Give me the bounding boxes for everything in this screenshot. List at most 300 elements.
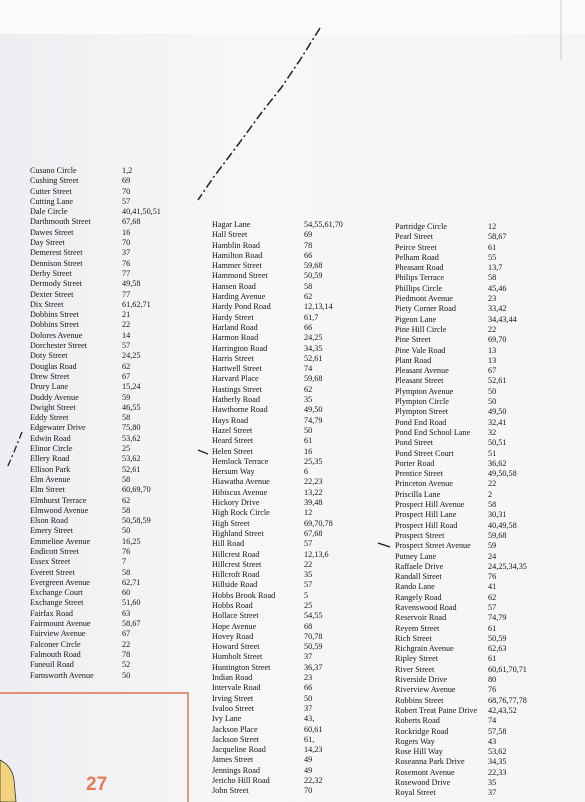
map-pages: 70 — [122, 238, 131, 248]
street-name: Hillcroft Road — [212, 570, 260, 580]
street-name: Duddy Avenue — [30, 392, 79, 402]
index-entry — [30, 465, 190, 475]
map-pages: 22 — [488, 324, 497, 334]
boundary-tick — [198, 450, 208, 454]
index-entry — [212, 457, 382, 467]
street-name: Derby Street — [30, 268, 72, 278]
street-name: Elinor Circle — [30, 444, 73, 454]
map-pages: 52 — [122, 660, 131, 670]
index-entry — [30, 650, 190, 660]
street-name: Hiawatha Avenue — [212, 477, 270, 487]
index-entry — [395, 253, 580, 263]
index-entry — [212, 302, 382, 312]
map-pages: 52,61 — [488, 376, 507, 386]
street-name: Elmhurst Terrace — [30, 495, 87, 505]
map-pages: 67 — [122, 371, 131, 381]
index-entry — [395, 685, 580, 695]
index-entry — [395, 376, 580, 386]
index-entry — [212, 560, 382, 570]
index-entry — [30, 279, 190, 289]
street-name: Prentice Street — [395, 469, 443, 479]
index-entry — [395, 263, 580, 273]
street-name: River Street — [395, 664, 435, 674]
map-pages: 60,61 — [304, 724, 323, 734]
map-pages: 53,62 — [122, 454, 141, 464]
map-pages: 40,49,58 — [488, 520, 517, 530]
index-entry — [395, 531, 580, 541]
index-entry — [395, 325, 580, 335]
map-pages: 66 — [304, 250, 313, 260]
street-name: Princeton Avenue — [395, 479, 453, 489]
street-name: Harrington Road — [212, 343, 268, 353]
map-pages: 24,25 — [304, 333, 323, 343]
street-name: Day Street — [30, 238, 65, 248]
index-entry — [30, 568, 190, 578]
index-entry — [30, 207, 190, 217]
map-pages: 37 — [488, 788, 497, 798]
index-entry — [395, 706, 580, 716]
index-entry — [212, 364, 382, 374]
map-pages: 58,67 — [122, 619, 141, 629]
street-name: Heard Street — [212, 436, 254, 446]
map-pages: 62 — [304, 384, 313, 394]
street-name: Pond End Road — [395, 417, 447, 427]
index-entry — [212, 354, 382, 364]
map-pages: 78 — [122, 649, 131, 659]
street-name: Plympton Avenue — [395, 386, 454, 396]
map-pages: 37 — [122, 248, 131, 258]
street-name: Raffaele Drive — [395, 561, 444, 571]
street-name: Hersum Way — [212, 467, 255, 477]
street-name: Riverview Avenue — [395, 685, 456, 695]
street-name: Hamilton Road — [212, 250, 263, 260]
map-pages: 49,50 — [488, 407, 507, 417]
map-pages: 59 — [488, 541, 497, 551]
index-entry — [30, 588, 190, 598]
street-name: Prospect Street — [395, 530, 445, 540]
map-pages: 53,62 — [122, 433, 141, 443]
street-name: Hickory Drive — [212, 498, 260, 508]
street-name: Essex Street — [30, 557, 71, 567]
street-name: Hardy Pond Road — [212, 302, 271, 312]
map-pages: 61 — [488, 623, 497, 633]
street-name: Hobbs Brook Road — [212, 590, 276, 600]
map-pages: 68 — [304, 621, 313, 631]
map-pages: 13,22 — [304, 487, 323, 497]
index-entry — [212, 498, 382, 508]
index-entry — [212, 447, 382, 457]
map-pages: 58 — [122, 474, 131, 484]
street-name: Cushing Street — [30, 176, 79, 186]
street-name: Rich Street — [395, 633, 432, 643]
street-name: Cutting Lane — [30, 196, 73, 206]
index-entry — [395, 469, 580, 479]
index-entry — [30, 598, 190, 608]
street-name: Hillside Road — [212, 580, 258, 590]
street-name: Putney Lane — [395, 551, 437, 561]
map-pages: 62 — [488, 592, 497, 602]
street-name: Rosewood Drive — [395, 778, 451, 788]
street-name: Fairview Avenue — [30, 629, 86, 639]
street-name: Ivaloo Street — [212, 703, 255, 713]
street-name: Dawes Street — [30, 227, 74, 237]
street-name: Hansen Road — [212, 281, 256, 291]
map-pages: 51 — [488, 448, 497, 458]
street-name: Phillips Circle — [395, 283, 443, 293]
street-name: Rogers Way — [395, 736, 435, 746]
map-pages: 25 — [304, 600, 313, 610]
street-name: Richgrain Avenue — [395, 644, 454, 654]
index-entry — [395, 428, 580, 438]
map-pages: 58 — [122, 505, 131, 515]
street-name: Faneuil Road — [30, 660, 74, 670]
street-name: Pleasant Street — [395, 376, 444, 386]
index-entry — [395, 284, 580, 294]
street-name: Eddy Street — [30, 413, 69, 423]
index-entry — [395, 613, 580, 623]
map-pages: 50,59 — [304, 271, 323, 281]
map-pages: 24,25,34,35 — [488, 561, 527, 571]
street-name: Hazel Street — [212, 425, 253, 435]
street-name: Elson Road — [30, 516, 68, 526]
map-pages: 34,35 — [304, 343, 323, 353]
map-pages: 42,43,52 — [488, 705, 517, 715]
map-pages: 50 — [122, 670, 131, 680]
street-name: Robert Treat Paine Drive — [395, 705, 478, 715]
map-pages: 80 — [488, 675, 497, 685]
map-pages: 25,35 — [304, 456, 323, 466]
index-entry — [395, 418, 580, 428]
street-name: Emery Street — [30, 526, 73, 536]
map-pages: 57 — [304, 580, 313, 590]
map-pages: 13 — [488, 345, 497, 355]
index-entry — [212, 230, 382, 240]
map-pages: 22 — [122, 639, 131, 649]
street-name: Dwight Street — [30, 402, 76, 412]
map-pages: 58 — [304, 281, 313, 291]
index-entry — [212, 632, 382, 642]
map-pages: 15,24 — [122, 382, 141, 392]
street-name: Roseanna Park Drive — [395, 757, 465, 767]
index-entry — [395, 335, 580, 345]
street-name: Drew Street — [30, 371, 70, 381]
index-entry — [212, 580, 382, 590]
town-boundary-line-left — [7, 432, 22, 468]
map-pages: 43 — [488, 736, 497, 746]
index-entry — [395, 582, 580, 592]
index-entry — [395, 788, 580, 798]
street-name: Douglas Road — [30, 361, 77, 371]
map-pages: 51,60 — [122, 598, 141, 608]
street-name: Hammer Street — [212, 261, 262, 271]
index-entry — [395, 510, 580, 520]
index-entry — [212, 313, 382, 323]
index-entry — [30, 413, 190, 423]
street-name: Plympton Street — [395, 407, 448, 417]
map-pages: 14 — [122, 330, 131, 340]
index-entry — [395, 737, 580, 747]
street-name: Dexter Street — [30, 289, 74, 299]
index-entry — [212, 395, 382, 405]
street-name: Drury Lane — [30, 382, 68, 392]
map-pages: 76 — [488, 685, 497, 695]
map-pages: 13 — [488, 355, 497, 365]
street-name: Hope Avenue — [212, 621, 257, 631]
street-name: Elm Avenue — [30, 474, 71, 484]
map-pages: 62 — [122, 495, 131, 505]
street-name: Rose Hill Way — [395, 747, 443, 757]
index-entry — [30, 485, 190, 495]
index-entry — [395, 624, 580, 634]
map-pages: 67,68 — [304, 528, 323, 538]
index-entry — [395, 552, 580, 562]
index-entry — [212, 467, 382, 477]
map-pages: 30,31 — [488, 510, 507, 520]
index-entry — [30, 526, 190, 536]
street-name: Huntington Street — [212, 662, 271, 672]
index-entry — [212, 333, 382, 343]
index-column-3 — [395, 222, 580, 799]
map-pages: 61,62,71 — [122, 299, 151, 309]
map-pages: 67 — [122, 629, 131, 639]
street-name: Jacqueline Road — [212, 745, 266, 755]
index-entry — [212, 220, 382, 230]
street-name: Randall Street — [395, 572, 442, 582]
map-pages: 41 — [488, 582, 497, 592]
index-entry — [395, 490, 580, 500]
map-pages: 59,68 — [488, 530, 507, 540]
street-name: Riverside Drive — [395, 675, 448, 685]
map-pages: 61 — [488, 654, 497, 664]
index-entry — [30, 166, 190, 176]
street-name: Evergreen Avenue — [30, 577, 90, 587]
index-entry — [212, 488, 382, 498]
index-entry — [395, 438, 580, 448]
map-pages: 36,37 — [304, 662, 323, 672]
map-pages: 49 — [304, 765, 313, 775]
map-page-number: 27 — [86, 774, 108, 795]
index-entry — [212, 745, 382, 755]
street-name: Plant Road — [395, 355, 432, 365]
street-name: Edwin Road — [30, 433, 71, 443]
index-entry — [395, 222, 580, 232]
street-name: Elmwood Avenue — [30, 505, 89, 515]
index-entry — [395, 572, 580, 582]
index-entry — [212, 725, 382, 735]
map-pages: 76 — [122, 258, 131, 268]
index-entry — [30, 496, 190, 506]
street-name: Hillcrest Road — [212, 549, 260, 559]
street-name: Indian Road — [212, 673, 253, 683]
street-name: Reservoir Road — [395, 613, 447, 623]
index-entry — [395, 654, 580, 664]
index-entry — [395, 675, 580, 685]
map-pages: 58 — [122, 567, 131, 577]
map-pages: 22 — [304, 559, 313, 569]
street-name: Prospect Hill Road — [395, 520, 458, 530]
map-pages: 55 — [488, 252, 497, 262]
index-entry — [395, 757, 580, 767]
index-entry — [212, 529, 382, 539]
map-pages: 37 — [304, 703, 313, 713]
street-name: Howard Street — [212, 642, 260, 652]
index-entry — [212, 642, 382, 652]
street-name: Pine Vale Road — [395, 345, 446, 355]
map-pages: 70,78 — [304, 631, 323, 641]
index-entry — [212, 673, 382, 683]
map-pages: 77 — [122, 289, 131, 299]
index-entry — [30, 362, 190, 372]
index-entry — [30, 228, 190, 238]
map-pages: 35 — [488, 778, 497, 788]
street-name: Fairmount Avenue — [30, 619, 91, 629]
index-entry — [212, 323, 382, 333]
map-pages: 50,59 — [304, 642, 323, 652]
index-entry — [395, 747, 580, 757]
index-entry — [30, 300, 190, 310]
map-pages: 78 — [304, 240, 313, 250]
index-entry — [395, 449, 580, 459]
street-name: Dix Street — [30, 299, 64, 309]
index-entry — [30, 629, 190, 639]
index-entry — [212, 683, 382, 693]
street-name: Cutter Street — [30, 186, 72, 196]
index-entry — [212, 755, 382, 765]
map-pages: 49,50,58 — [488, 469, 517, 479]
index-entry — [395, 644, 580, 654]
street-name: Fairfax Road — [30, 608, 73, 618]
map-pages: 37 — [304, 652, 313, 662]
map-pages: 23 — [488, 294, 497, 304]
street-name: Hollace Street — [212, 611, 259, 621]
street-name: Harmon Road — [212, 333, 259, 343]
map-pages: 59,68 — [304, 261, 323, 271]
map-pages: 25 — [122, 444, 131, 454]
street-name: Philips Terrace — [395, 273, 445, 283]
map-pages: 60 — [122, 588, 131, 598]
street-name: Demerest Street — [30, 248, 83, 258]
street-name: Hillcrest Street — [212, 559, 262, 569]
street-name: Hartwell Street — [212, 364, 262, 374]
map-pages: 24 — [488, 551, 497, 561]
index-entry — [395, 541, 580, 551]
map-pages: 49 — [304, 755, 313, 765]
map-pages: 57 — [122, 341, 131, 351]
index-entry — [395, 696, 580, 706]
street-name: Pigeon Lane — [395, 314, 437, 324]
street-name: Hagar Lane — [212, 220, 251, 229]
street-name: Hammond Street — [212, 271, 268, 281]
index-entry — [212, 550, 382, 560]
map-pages: 33,42 — [488, 304, 507, 314]
map-pages: 58 — [122, 413, 131, 423]
index-entry — [30, 341, 190, 351]
index-entry — [212, 374, 382, 384]
street-name: Partridge Circle — [395, 222, 448, 231]
index-entry — [212, 652, 382, 662]
map-pages: 12 — [304, 508, 313, 518]
map-pages: 32 — [488, 427, 497, 437]
index-entry — [30, 351, 190, 361]
map-pages: 24,25 — [122, 351, 141, 361]
index-entry — [212, 344, 382, 354]
street-name: Hamblin Road — [212, 240, 260, 250]
index-entry — [395, 727, 580, 737]
map-pages: 61, — [304, 734, 315, 744]
map-pages: 62 — [304, 292, 313, 302]
map-pages: 60,69,70 — [122, 485, 151, 495]
map-pages: 57 — [304, 539, 313, 549]
street-name: Ivy Lane — [212, 714, 242, 724]
street-name: Hatherly Road — [212, 395, 260, 405]
map-pages: 74,79 — [304, 415, 323, 425]
index-entry — [212, 714, 382, 724]
street-name: Piety Corner Road — [395, 304, 456, 314]
map-pages: 70 — [304, 786, 313, 796]
map-pages: 54,55 — [304, 611, 323, 621]
index-entry — [30, 557, 190, 567]
street-name: Hastings Street — [212, 384, 262, 394]
index-entry — [212, 570, 382, 580]
street-name: Pleasant Avenue — [395, 366, 449, 376]
index-entry — [212, 282, 382, 292]
map-pages: 22,23 — [304, 477, 323, 487]
street-name: Hovey Road — [212, 631, 254, 641]
map-pages: 22 — [488, 479, 497, 489]
map-pages: 12,13,6 — [304, 549, 329, 559]
map-pages: 59 — [122, 392, 131, 402]
map-pages: 49,50 — [304, 405, 323, 415]
index-column-1 — [30, 166, 190, 681]
index-entry — [395, 778, 580, 788]
street-name: Exchange Street — [30, 598, 84, 608]
street-name: Irving Street — [212, 693, 254, 703]
street-name: Hawthorne Road — [212, 405, 268, 415]
index-entry — [212, 591, 382, 601]
map-pages: 62,71 — [122, 577, 141, 587]
index-entry — [395, 521, 580, 531]
street-name: Rando Lane — [395, 582, 435, 592]
index-entry — [212, 508, 382, 518]
street-name: Hibiscus Avenue — [212, 487, 268, 497]
street-name: Exchange Court — [30, 588, 83, 598]
map-pages: 7 — [122, 557, 127, 567]
index-entry — [395, 407, 580, 417]
index-entry — [212, 694, 382, 704]
street-name: Jackson Street — [212, 734, 260, 744]
map-pages: 76 — [488, 572, 497, 582]
index-entry — [212, 735, 382, 745]
map-land-area — [0, 760, 16, 802]
index-entry — [30, 537, 190, 547]
index-entry — [30, 259, 190, 269]
map-pages: 61,7 — [304, 312, 319, 322]
street-name: Pine Street — [395, 335, 431, 345]
map-pages: 60,61,70,71 — [488, 664, 527, 674]
street-name: Dale Circle — [30, 207, 68, 217]
street-name: Ravenswood Road — [395, 602, 457, 612]
index-entry — [30, 320, 190, 330]
index-entry — [212, 405, 382, 415]
index-entry — [30, 609, 190, 619]
index-entry — [212, 776, 382, 786]
street-name: Jackson Place — [212, 724, 258, 734]
street-name: Pond End School Lane — [395, 427, 471, 437]
index-entry — [30, 506, 190, 516]
index-entry — [212, 436, 382, 446]
index-entry — [395, 500, 580, 510]
street-name: Hobbs Road — [212, 600, 253, 610]
